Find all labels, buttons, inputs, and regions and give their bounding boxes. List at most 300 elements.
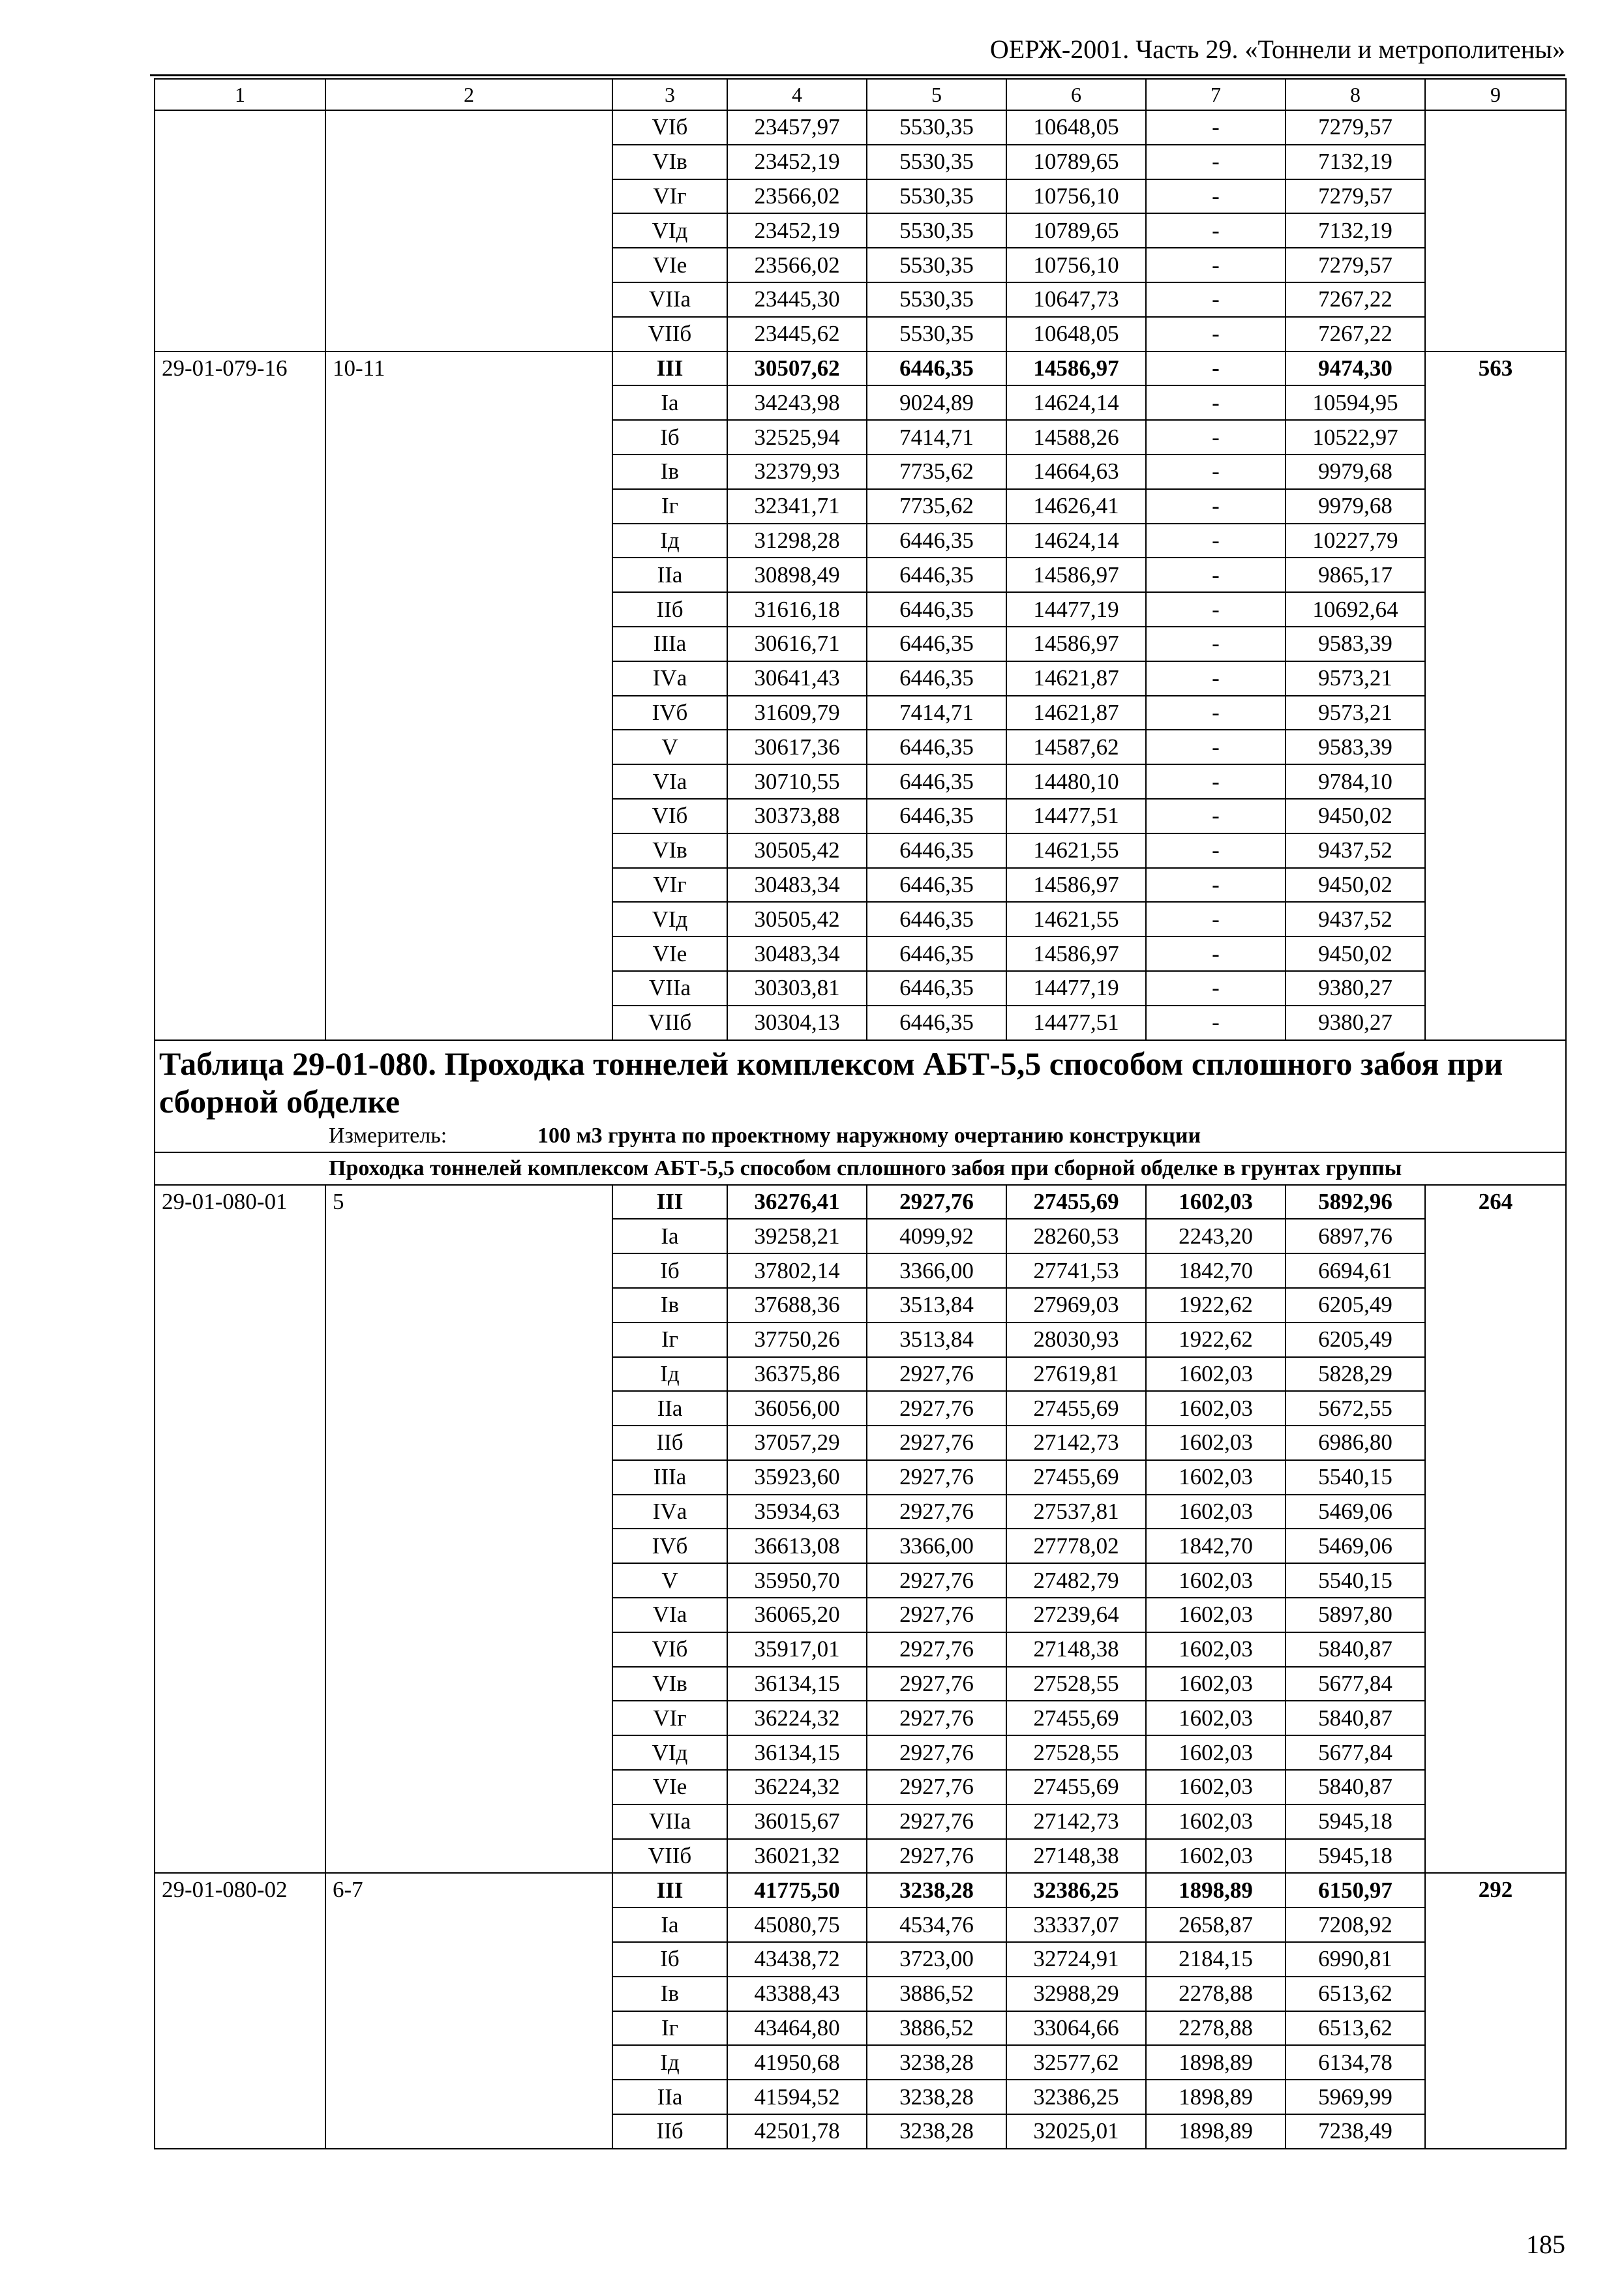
- value-cell: -: [1146, 489, 1286, 524]
- value-cell: -: [1146, 592, 1286, 627]
- value-cell: 6446,35: [867, 352, 1006, 386]
- region-cell: VIг: [612, 179, 727, 214]
- region-cell: IVб: [612, 696, 727, 730]
- region-cell: VIIа: [612, 282, 727, 317]
- value-cell: 5530,35: [867, 110, 1006, 145]
- soil-group-cell: 6-7: [325, 1873, 612, 2148]
- value-cell: 3366,00: [867, 1253, 1006, 1288]
- value-cell: 36613,08: [727, 1529, 867, 1563]
- value-cell: 2927,76: [867, 1391, 1006, 1426]
- value-cell: 7267,22: [1286, 282, 1425, 317]
- region-cell: V: [612, 730, 727, 764]
- value-cell: 43464,80: [727, 2011, 867, 2046]
- value-cell: 3238,28: [867, 2045, 1006, 2080]
- value-cell: 1602,03: [1146, 1735, 1286, 1770]
- value-cell: 10789,65: [1006, 213, 1146, 248]
- value-cell: 9583,39: [1286, 730, 1425, 764]
- region-cell: Iб: [612, 1942, 727, 1977]
- region-cell: VIе: [612, 936, 727, 971]
- value-cell: 14477,51: [1006, 799, 1146, 833]
- value-cell: 3238,28: [867, 2080, 1006, 2114]
- value-cell: 9437,52: [1286, 833, 1425, 868]
- region-cell: Iг: [612, 2011, 727, 2046]
- value-cell: 1602,03: [1146, 1460, 1286, 1495]
- value-cell: 33064,66: [1006, 2011, 1146, 2046]
- value-cell: 2927,76: [867, 1804, 1006, 1839]
- column-number: 3: [612, 79, 727, 110]
- value-cell: 10522,97: [1286, 420, 1425, 455]
- value-cell: -: [1146, 971, 1286, 1006]
- region-cell: IIб: [612, 2114, 727, 2149]
- value-cell: 27455,69: [1006, 1185, 1146, 1219]
- value-cell: 9583,39: [1286, 627, 1425, 661]
- value-cell: -: [1146, 833, 1286, 868]
- value-cell: 32525,94: [727, 420, 867, 455]
- value-cell: 27619,81: [1006, 1357, 1146, 1392]
- header-rule: [150, 74, 1565, 76]
- value-cell: -: [1146, 385, 1286, 420]
- column-number: 9: [1425, 79, 1566, 110]
- value-cell: 5892,96: [1286, 1185, 1425, 1219]
- value-cell: 27969,03: [1006, 1288, 1146, 1323]
- region-cell: IIа: [612, 1391, 727, 1426]
- value-cell: 9437,52: [1286, 902, 1425, 936]
- value-cell: 1602,03: [1146, 1495, 1286, 1529]
- region-cell: IVа: [612, 1495, 727, 1529]
- rate-cell: 264: [1425, 1185, 1566, 1874]
- table-title-cell: [155, 1040, 1566, 1152]
- value-cell: 32386,25: [1006, 1873, 1146, 1908]
- value-cell: 6446,35: [867, 936, 1006, 971]
- value-cell: 3513,84: [867, 1323, 1006, 1357]
- region-cell: IVб: [612, 1529, 727, 1563]
- value-cell: 6446,35: [867, 627, 1006, 661]
- value-cell: -: [1146, 248, 1286, 282]
- value-cell: 7132,19: [1286, 213, 1425, 248]
- value-cell: 41775,50: [727, 1873, 867, 1908]
- value-cell: -: [1146, 627, 1286, 661]
- value-cell: 32724,91: [1006, 1942, 1146, 1977]
- value-cell: 35923,60: [727, 1460, 867, 1495]
- value-cell: 5540,15: [1286, 1460, 1425, 1495]
- value-cell: 14477,19: [1006, 592, 1146, 627]
- value-cell: 23566,02: [727, 179, 867, 214]
- value-cell: 31609,79: [727, 696, 867, 730]
- value-cell: 10594,95: [1286, 385, 1425, 420]
- region-cell: III: [612, 1873, 727, 1908]
- value-cell: 2278,88: [1146, 1977, 1286, 2011]
- region-cell: VIд: [612, 213, 727, 248]
- item-code-cell: 29-01-079-16: [155, 352, 325, 1040]
- value-cell: 5540,15: [1286, 1563, 1425, 1598]
- value-cell: 9573,21: [1286, 696, 1425, 730]
- soil-group-cell: [325, 110, 612, 352]
- value-cell: 2927,76: [867, 1839, 1006, 1874]
- column-number: 4: [727, 79, 867, 110]
- value-cell: 10648,05: [1006, 110, 1146, 145]
- value-cell: 9450,02: [1286, 868, 1425, 903]
- region-cell: VIIб: [612, 1839, 727, 1874]
- value-cell: 5828,29: [1286, 1357, 1425, 1392]
- value-cell: 2927,76: [867, 1701, 1006, 1735]
- region-cell: Iа: [612, 1219, 727, 1253]
- value-cell: 27455,69: [1006, 1770, 1146, 1804]
- value-cell: 5897,80: [1286, 1598, 1425, 1632]
- value-cell: 2927,76: [867, 1735, 1006, 1770]
- region-cell: VIIа: [612, 1804, 727, 1839]
- value-cell: 2927,76: [867, 1632, 1006, 1667]
- value-cell: -: [1146, 764, 1286, 799]
- table-row: [155, 110, 1566, 145]
- value-cell: 1602,03: [1146, 1632, 1286, 1667]
- value-cell: 30373,88: [727, 799, 867, 833]
- column-number: 8: [1286, 79, 1425, 110]
- value-cell: 36134,15: [727, 1667, 867, 1701]
- value-cell: 7208,92: [1286, 1908, 1425, 1942]
- value-cell: 27537,81: [1006, 1495, 1146, 1529]
- region-cell: Iд: [612, 1357, 727, 1392]
- subheading: Проходка тоннелей комплексом АБТ-5,5 способом сплошного забоя при сборной обделке в грунтах группы: [155, 1152, 1566, 1185]
- rate-cell: [1425, 110, 1566, 352]
- value-cell: 3886,52: [867, 2011, 1006, 2046]
- value-cell: 6513,62: [1286, 1977, 1425, 2011]
- value-cell: 3513,84: [867, 1288, 1006, 1323]
- value-cell: 1922,62: [1146, 1323, 1286, 1357]
- value-cell: 30304,13: [727, 1006, 867, 1040]
- soil-group-cell: 5: [325, 1185, 612, 1874]
- value-cell: 14477,51: [1006, 1006, 1146, 1040]
- region-cell: VIг: [612, 1701, 727, 1735]
- meter-line: [159, 1120, 1559, 1152]
- value-cell: 43438,72: [727, 1942, 867, 1977]
- region-cell: Iб: [612, 1253, 727, 1288]
- value-cell: 14586,97: [1006, 558, 1146, 592]
- value-cell: -: [1146, 352, 1286, 386]
- region-cell: Iв: [612, 455, 727, 489]
- region-cell: Iг: [612, 1323, 727, 1357]
- region-cell: VIIб: [612, 317, 727, 352]
- value-cell: 2927,76: [867, 1185, 1006, 1219]
- value-cell: 36056,00: [727, 1391, 867, 1426]
- value-cell: -: [1146, 936, 1286, 971]
- value-cell: 23452,19: [727, 213, 867, 248]
- value-cell: 9865,17: [1286, 558, 1425, 592]
- meter-label: Измеритель:: [329, 1123, 447, 1148]
- value-cell: 4099,92: [867, 1219, 1006, 1253]
- region-cell: VIа: [612, 1598, 727, 1632]
- value-cell: 3238,28: [867, 2114, 1006, 2149]
- value-cell: 30710,55: [727, 764, 867, 799]
- value-cell: 3238,28: [867, 1873, 1006, 1908]
- value-cell: 10227,79: [1286, 524, 1425, 558]
- value-cell: 9979,68: [1286, 489, 1425, 524]
- value-cell: 7279,57: [1286, 248, 1425, 282]
- region-cell: IIIа: [612, 1460, 727, 1495]
- value-cell: 32386,25: [1006, 2080, 1146, 2114]
- region-cell: V: [612, 1563, 727, 1598]
- value-cell: 27528,55: [1006, 1735, 1146, 1770]
- region-cell: VIб: [612, 110, 727, 145]
- value-cell: 6990,81: [1286, 1942, 1425, 1977]
- value-cell: 9979,68: [1286, 455, 1425, 489]
- value-cell: 37688,36: [727, 1288, 867, 1323]
- value-cell: 2927,76: [867, 1426, 1006, 1460]
- value-cell: 1842,70: [1146, 1529, 1286, 1563]
- value-cell: 7132,19: [1286, 145, 1425, 179]
- value-cell: 5530,35: [867, 282, 1006, 317]
- value-cell: 9474,30: [1286, 352, 1425, 386]
- value-cell: 27455,69: [1006, 1701, 1146, 1735]
- item-code-cell: 29-01-080-01: [155, 1185, 325, 1874]
- value-cell: 36375,86: [727, 1357, 867, 1392]
- value-cell: -: [1146, 420, 1286, 455]
- value-cell: 6446,35: [867, 868, 1006, 903]
- value-cell: 14624,14: [1006, 385, 1146, 420]
- value-cell: -: [1146, 213, 1286, 248]
- value-cell: -: [1146, 902, 1286, 936]
- item-code-cell: 29-01-080-02: [155, 1873, 325, 2148]
- value-cell: 3366,00: [867, 1529, 1006, 1563]
- value-cell: 1602,03: [1146, 1426, 1286, 1460]
- page-header-title: ОЕРЖ-2001. Часть 29. «Тоннели и метрополитены»: [989, 35, 1565, 64]
- value-cell: 14586,97: [1006, 352, 1146, 386]
- value-cell: 7414,71: [867, 420, 1006, 455]
- region-cell: Iд: [612, 524, 727, 558]
- value-cell: -: [1146, 730, 1286, 764]
- value-cell: 36224,32: [727, 1770, 867, 1804]
- value-cell: -: [1146, 661, 1286, 696]
- value-cell: 5969,99: [1286, 2080, 1425, 2114]
- value-cell: 27142,73: [1006, 1804, 1146, 1839]
- value-cell: -: [1146, 799, 1286, 833]
- value-cell: 14586,97: [1006, 936, 1146, 971]
- value-cell: 23566,02: [727, 248, 867, 282]
- value-cell: 1602,03: [1146, 1804, 1286, 1839]
- value-cell: 6205,49: [1286, 1323, 1425, 1357]
- value-cell: 1602,03: [1146, 1185, 1286, 1219]
- value-cell: 6446,35: [867, 833, 1006, 868]
- value-cell: 7279,57: [1286, 179, 1425, 214]
- value-cell: 14621,87: [1006, 696, 1146, 730]
- value-cell: 2927,76: [867, 1598, 1006, 1632]
- value-cell: 14586,97: [1006, 868, 1146, 903]
- region-cell: VIд: [612, 1735, 727, 1770]
- value-cell: 6446,35: [867, 1006, 1006, 1040]
- value-cell: 10647,73: [1006, 282, 1146, 317]
- region-cell: Iв: [612, 1977, 727, 2011]
- value-cell: 14624,14: [1006, 524, 1146, 558]
- value-cell: 35950,70: [727, 1563, 867, 1598]
- value-cell: 27741,53: [1006, 1253, 1146, 1288]
- value-cell: -: [1146, 868, 1286, 903]
- value-cell: 3886,52: [867, 1977, 1006, 2011]
- value-cell: 30507,62: [727, 352, 867, 386]
- norms-table: [154, 78, 1567, 2149]
- value-cell: 7735,62: [867, 455, 1006, 489]
- value-cell: 9380,27: [1286, 971, 1425, 1006]
- value-cell: 1842,70: [1146, 1253, 1286, 1288]
- value-cell: 30616,71: [727, 627, 867, 661]
- value-cell: 2927,76: [867, 1495, 1006, 1529]
- value-cell: 1602,03: [1146, 1357, 1286, 1392]
- value-cell: 5677,84: [1286, 1667, 1425, 1701]
- table-title-row: [155, 1040, 1566, 1152]
- value-cell: 5530,35: [867, 317, 1006, 352]
- region-cell: IIб: [612, 592, 727, 627]
- region-cell: IVа: [612, 661, 727, 696]
- value-cell: 14586,97: [1006, 627, 1146, 661]
- value-cell: 36134,15: [727, 1735, 867, 1770]
- value-cell: 5469,06: [1286, 1529, 1425, 1563]
- value-cell: 6446,35: [867, 730, 1006, 764]
- value-cell: 3723,00: [867, 1942, 1006, 1977]
- region-cell: VIд: [612, 902, 727, 936]
- column-number-row: [155, 79, 1566, 110]
- value-cell: 27455,69: [1006, 1460, 1146, 1495]
- value-cell: 35917,01: [727, 1632, 867, 1667]
- value-cell: 30617,36: [727, 730, 867, 764]
- value-cell: 2927,76: [867, 1460, 1006, 1495]
- value-cell: 27239,64: [1006, 1598, 1146, 1632]
- value-cell: 2927,76: [867, 1770, 1006, 1804]
- value-cell: 1898,89: [1146, 2114, 1286, 2149]
- value-cell: -: [1146, 696, 1286, 730]
- value-cell: 2927,76: [867, 1357, 1006, 1392]
- value-cell: 5530,35: [867, 213, 1006, 248]
- value-cell: 31616,18: [727, 592, 867, 627]
- value-cell: 32379,93: [727, 455, 867, 489]
- value-cell: 9024,89: [867, 385, 1006, 420]
- column-number: 1: [155, 79, 325, 110]
- value-cell: 1922,62: [1146, 1288, 1286, 1323]
- column-number: 2: [325, 79, 612, 110]
- region-cell: Iб: [612, 420, 727, 455]
- region-cell: Iв: [612, 1288, 727, 1323]
- value-cell: 36015,67: [727, 1804, 867, 1839]
- value-cell: 23445,62: [727, 317, 867, 352]
- value-cell: 27482,79: [1006, 1563, 1146, 1598]
- region-cell: VIе: [612, 1770, 727, 1804]
- value-cell: 1898,89: [1146, 1873, 1286, 1908]
- value-cell: 36065,20: [727, 1598, 867, 1632]
- soil-group-cell: 10-11: [325, 352, 612, 1040]
- value-cell: 14588,26: [1006, 420, 1146, 455]
- rate-cell: 292: [1425, 1873, 1566, 2148]
- subheading-row: [155, 1152, 1566, 1185]
- item-code-cell: [155, 110, 325, 352]
- value-cell: -: [1146, 455, 1286, 489]
- value-cell: 36224,32: [727, 1701, 867, 1735]
- value-cell: 27148,38: [1006, 1839, 1146, 1874]
- region-cell: IIа: [612, 2080, 727, 2114]
- value-cell: 23445,30: [727, 282, 867, 317]
- value-cell: 37057,29: [727, 1426, 867, 1460]
- value-cell: 2927,76: [867, 1563, 1006, 1598]
- value-cell: 9573,21: [1286, 661, 1425, 696]
- column-number: 6: [1006, 79, 1146, 110]
- value-cell: 28030,93: [1006, 1323, 1146, 1357]
- value-cell: 2658,87: [1146, 1908, 1286, 1942]
- value-cell: 6446,35: [867, 592, 1006, 627]
- value-cell: 6694,61: [1286, 1253, 1425, 1288]
- value-cell: 4534,76: [867, 1908, 1006, 1942]
- value-cell: 5672,55: [1286, 1391, 1425, 1426]
- value-cell: 5530,35: [867, 145, 1006, 179]
- value-cell: 30505,42: [727, 833, 867, 868]
- value-cell: -: [1146, 524, 1286, 558]
- value-cell: 27455,69: [1006, 1391, 1146, 1426]
- value-cell: -: [1146, 317, 1286, 352]
- value-cell: 7238,49: [1286, 2114, 1425, 2149]
- value-cell: 32341,71: [727, 489, 867, 524]
- value-cell: 35934,63: [727, 1495, 867, 1529]
- value-cell: 14480,10: [1006, 764, 1146, 799]
- value-cell: 14587,62: [1006, 730, 1146, 764]
- region-cell: Iд: [612, 2045, 727, 2080]
- table-row: [155, 352, 1566, 386]
- region-cell: Iа: [612, 1908, 727, 1942]
- value-cell: 2278,88: [1146, 2011, 1286, 2046]
- value-cell: 30505,42: [727, 902, 867, 936]
- value-cell: -: [1146, 145, 1286, 179]
- value-cell: 10756,10: [1006, 248, 1146, 282]
- value-cell: 10756,10: [1006, 179, 1146, 214]
- value-cell: 1898,89: [1146, 2045, 1286, 2080]
- value-cell: 5530,35: [867, 248, 1006, 282]
- value-cell: 6897,76: [1286, 1219, 1425, 1253]
- region-cell: VIе: [612, 248, 727, 282]
- value-cell: 9450,02: [1286, 799, 1425, 833]
- value-cell: 7267,22: [1286, 317, 1425, 352]
- value-cell: 6513,62: [1286, 2011, 1425, 2046]
- value-cell: 14664,63: [1006, 455, 1146, 489]
- rate-cell: 563: [1425, 352, 1566, 1040]
- value-cell: 2927,76: [867, 1667, 1006, 1701]
- region-cell: VIг: [612, 868, 727, 903]
- region-cell: IIа: [612, 558, 727, 592]
- value-cell: 39258,21: [727, 1219, 867, 1253]
- value-cell: 32988,29: [1006, 1977, 1146, 2011]
- table-row: [155, 1873, 1566, 1908]
- value-cell: 42501,78: [727, 2114, 867, 2149]
- value-cell: 6446,35: [867, 524, 1006, 558]
- value-cell: 30483,34: [727, 868, 867, 903]
- value-cell: 41594,52: [727, 2080, 867, 2114]
- value-cell: 5840,87: [1286, 1632, 1425, 1667]
- value-cell: 5469,06: [1286, 1495, 1425, 1529]
- value-cell: 23452,19: [727, 145, 867, 179]
- value-cell: 6446,35: [867, 902, 1006, 936]
- value-cell: 6446,35: [867, 971, 1006, 1006]
- value-cell: 43388,43: [727, 1977, 867, 2011]
- value-cell: 28260,53: [1006, 1219, 1146, 1253]
- value-cell: 7735,62: [867, 489, 1006, 524]
- value-cell: 30483,34: [727, 936, 867, 971]
- value-cell: 45080,75: [727, 1908, 867, 1942]
- value-cell: 10648,05: [1006, 317, 1146, 352]
- value-cell: 6150,97: [1286, 1873, 1425, 1908]
- value-cell: 5945,18: [1286, 1804, 1425, 1839]
- value-cell: 1602,03: [1146, 1770, 1286, 1804]
- value-cell: 1898,89: [1146, 2080, 1286, 2114]
- region-cell: VIб: [612, 1632, 727, 1667]
- value-cell: 1602,03: [1146, 1563, 1286, 1598]
- region-cell: VIа: [612, 764, 727, 799]
- value-cell: 36276,41: [727, 1185, 867, 1219]
- value-cell: 33337,07: [1006, 1908, 1146, 1942]
- value-cell: -: [1146, 282, 1286, 317]
- region-cell: Iа: [612, 385, 727, 420]
